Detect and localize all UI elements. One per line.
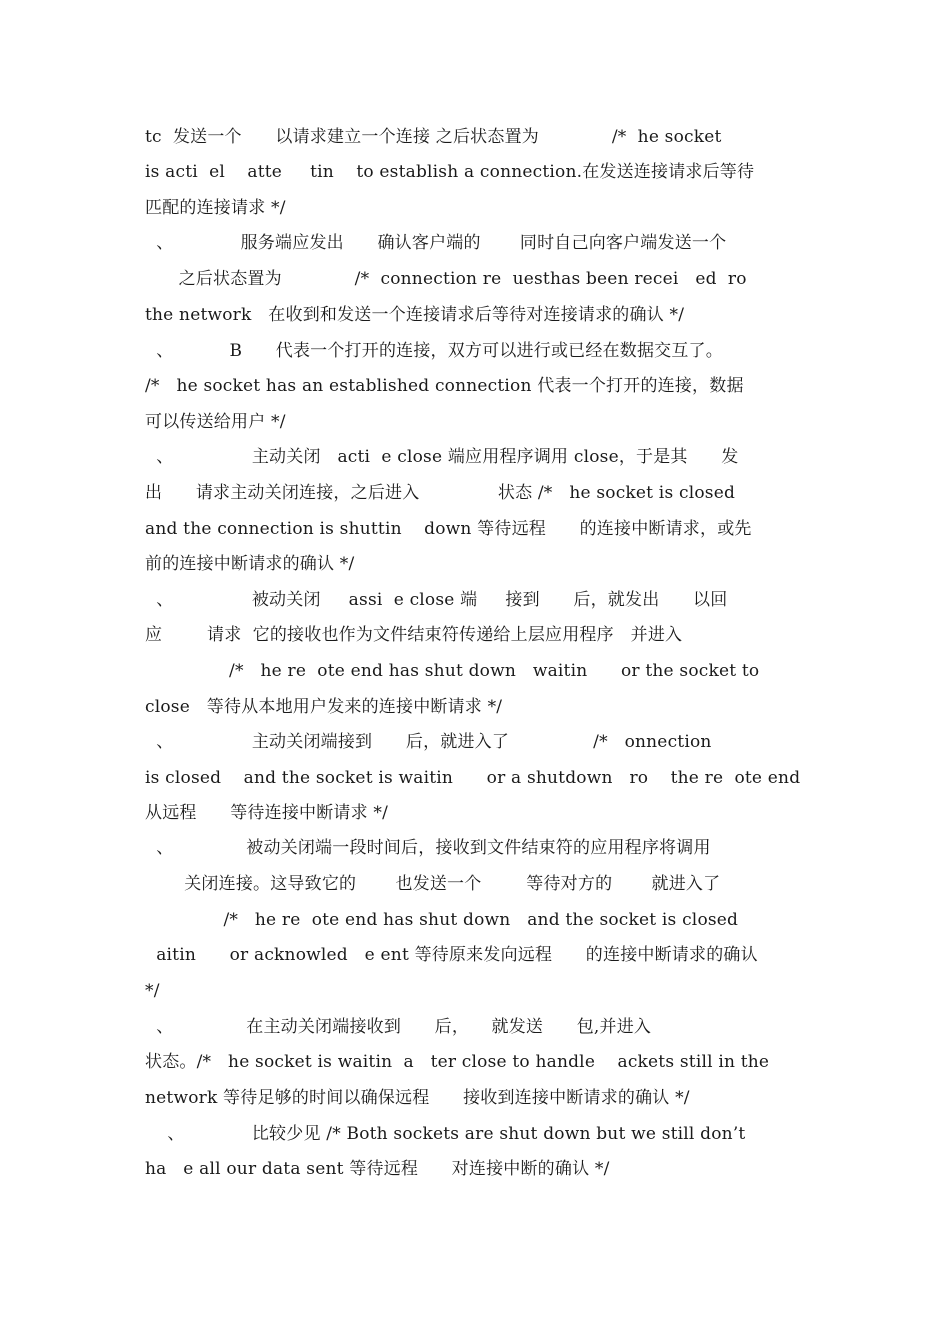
text-line: 、 主动关闭 acti e close 端应用程序调用 close，于是其 发: [145, 447, 739, 467]
text-line: /* he socket has an established connection 代表一个打开的连接，数据: [145, 376, 744, 396]
text-line: close 等待从本地用户发来的连接中断请求 */: [145, 697, 503, 717]
text-line: 可以传送给用户 */: [145, 412, 286, 432]
text-line: is closed and the socket is waitin or a shutdown ro the re ote end: [145, 768, 801, 788]
text-line: 、 服务端应发出 确认客户端的 同时自己向客户端发送一个: [145, 233, 727, 253]
text-line: /* he re ote end has shut down waitin or the socket to: [145, 661, 760, 681]
text-line: aitin or acknowled e ent 等待原来发向远程 的连接中断请求的确认: [145, 945, 758, 965]
text-line: is acti el atte tin to establish a connection.在发送连接请求后等待: [145, 162, 755, 182]
text-line: 、 B 代表一个打开的连接，双方可以进行或已经在数据交互了。: [145, 341, 723, 361]
text-line: 出 请求主动关闭连接，之后进入 状态 /* he socket is closed: [145, 483, 736, 503]
text-line: 、 被动关闭端一段时间后，接收到文件结束符的应用程序将调用: [145, 838, 711, 858]
text-line: and the connection is shuttin down 等待远程 的连接中断请求，或先: [145, 519, 752, 539]
text-line: 状态。/* he socket is waitin a ter close to handle ackets still in the: [145, 1052, 770, 1072]
text-line: */: [145, 981, 160, 1001]
text-line: 关闭连接。这导致它的 也发送一个 等待对方的 就进入了: [145, 874, 721, 894]
text-line: 、 主动关闭端接到 后，就进入了 /* onnection: [145, 732, 712, 752]
text-line: 前的连接中断请求的确认 */: [145, 554, 355, 574]
text-line: 、 比较少见 /* Both sockets are shut down but we still don’t: [145, 1124, 746, 1144]
text-line: the network 在收到和发送一个连接请求后等待对连接请求的确认 */: [145, 305, 685, 325]
text-line: /* he re ote end has shut down and the socket is closed: [145, 910, 739, 930]
text-line: tc 发送一个 以请求建立一个连接 之后状态置为 /* he socket: [145, 127, 722, 147]
text-line: network 等待足够的时间以确保远程 接收到连接中断请求的确认 */: [145, 1088, 690, 1108]
text-line: 、 被动关闭 assi e close 端 接到 后，就发出 以回: [145, 590, 728, 610]
text-line: ha e all our data sent 等待远程 对连接中断的确认 */: [145, 1159, 610, 1179]
text-line: 匹配的连接请求 */: [145, 198, 286, 218]
text-line: 、 在主动关闭端接收到 后， 就发送 包,并进入: [145, 1017, 652, 1037]
text-line: 之后状态置为 /* connection re uesthas been recei ed ro: [145, 269, 747, 289]
text-line: 从远程 等待连接中断请求 */: [145, 803, 389, 823]
text-line: 应 请求 它的接收也作为文件结束符传递给上层应用程序 并进入: [145, 625, 683, 645]
